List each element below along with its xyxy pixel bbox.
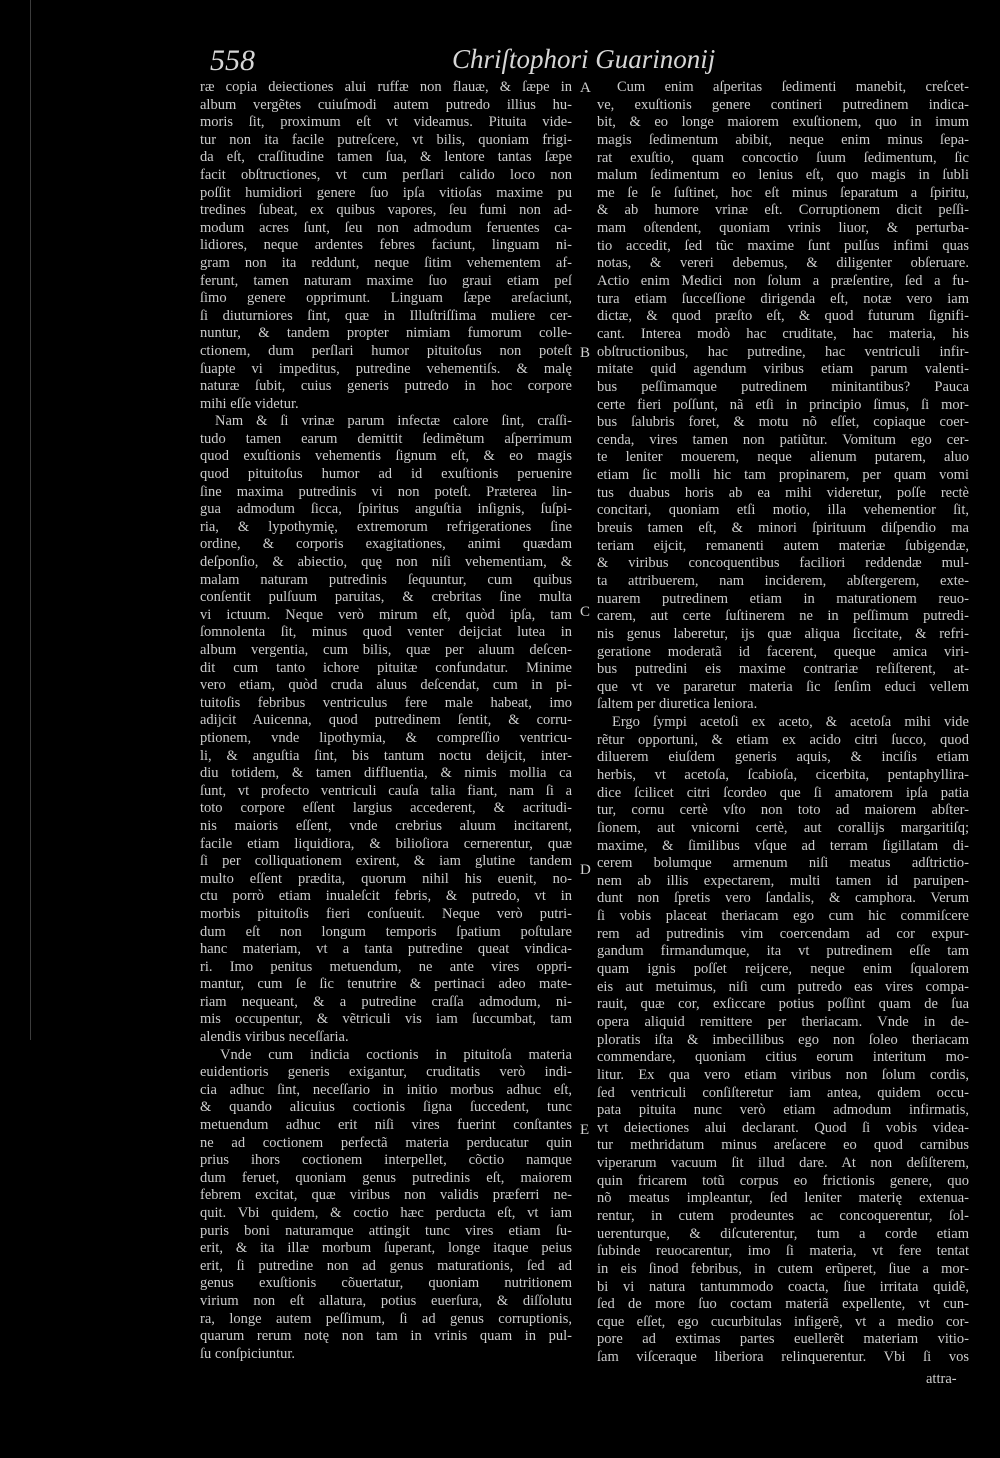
right-column-line: cenda, vires tamen non patiũtur. Vomitum ego cer- — [597, 431, 969, 448]
right-column-line: notas, & vereri debemus, & diligenter obſeruare. — [597, 255, 969, 272]
right-column-line: vt deiectiones alui declarant. Quod ſi vobis videa- — [597, 1119, 969, 1136]
left-column-line: morbis pituitoſis fieri conſueuit. Neque verò putri- — [200, 905, 572, 922]
left-column-line: ri. Imo penitus metuendum, ne ante vires oppri- — [200, 958, 572, 975]
right-column-line: diluerem eiuſdem generis aquis, & inciſis etiam — [597, 749, 969, 766]
left-column-line: nuntur, & tandem propter nimiam fumorum colle- — [200, 325, 572, 342]
left-column-line: mis occupentur, & vẽtriculi vis iam ſuccumbat, tam — [200, 1011, 572, 1028]
right-column-line: tur methridatum minus areſacere eo quod carnibus — [597, 1137, 969, 1154]
left-column-line: quarum rerum notę non tam in vrinis quam in pul- — [200, 1328, 572, 1345]
left-column-line: naturæ ſubit, cuius generis putredo in hoc corpore — [200, 378, 572, 395]
right-column-line: cant. Interea modò hac cruditate, hac materia, his — [597, 325, 969, 342]
right-column-line: ſed de more ſuo coctam materiã expellente, vt cun- — [597, 1296, 969, 1313]
right-column-line: que vt ve pararetur materia ſic ſenſim educi vellem — [597, 678, 969, 695]
left-column-line: virium non eſt allatura, potius euerſura, & diſſolutu — [200, 1292, 572, 1309]
right-column-line: rauit, quæ cor, exſiccare potius poſſint quam de ſua — [597, 996, 969, 1013]
left-column-line: Vnde cum indicia coctionis in pituitoſa materia — [220, 1046, 572, 1063]
right-column-line: herbis, vt acetoſa, ſcabioſa, cicerbita, pentaphyllira- — [597, 766, 969, 783]
left-column-line: ordine, & corporis exagitationes, animi quædam — [200, 536, 572, 553]
right-column-line: & viribus concoquentibus faciliori reddendæ mul- — [597, 555, 969, 572]
catchword: attra- — [926, 1371, 957, 1387]
right-column-line: ſubinde reuocarentur, imo ſi materia, vt fere tentat — [597, 1243, 969, 1260]
right-column-line: bi vi natura tantummodo coacta, ſiue irritata quidẽ, — [597, 1278, 969, 1295]
left-column-line: ferunt, tamen naturam maxime ſuo graui etiam peſ — [200, 272, 572, 289]
left-column-line: diu totidem, & tamen diffluentia, & nimis mollia ca — [200, 765, 572, 782]
right-column-line: bus ſalubris foret, & motu nõ eſſet, copiaque coer- — [597, 414, 969, 431]
left-column-line: euidentioris generis exigantur, cruditatis verò indi- — [200, 1064, 572, 1081]
left-column-line: riam nequeant, & a putredine craſſa admodum, ni- — [200, 993, 572, 1010]
left-column-line: nis maioris eſſent, vnde crebrius aluum incitarent, — [200, 817, 572, 834]
left-column-line: ne ad coctionem perfectã materia perducatur quin — [200, 1134, 572, 1151]
right-column-line: te leniter mouerem, neque alienum putarem, aluo — [597, 449, 969, 466]
left-column-line: vi ictuum. Neque verò mirum eſt, quòd ipſa, tam — [200, 606, 572, 623]
left-column-line: tredines ſubeat, ex quibus vapores, ſeu fumi non ad- — [200, 202, 572, 219]
left-column-line: alendis viribus neceſſaria. — [200, 1029, 349, 1046]
left-column-line: ræ copia deiectiones alui ruffæ non flauæ, & ſæpe in — [200, 79, 572, 95]
right-column-line: nuarem putredinem etiam in maturationem reuo- — [597, 590, 969, 607]
right-column-line: me ſe ſe ſuſtinet, hoc eſt minus ſeparatum a ſpiritu, — [597, 184, 969, 201]
left-column-line: ria, & lypothymię, extremorum refrigerationes ſine — [200, 518, 572, 535]
right-column-line: certe fieri poſſunt, nã etſi in principio ſimus, ſi mor- — [597, 396, 969, 413]
left-column-line: ctu porrò etiam inualeſcit febris, & putredo, vt in — [200, 888, 572, 905]
right-column-line: viperarum vacuum ſit illud dare. At non deſiſterem, — [597, 1155, 969, 1172]
right-column-line: gandum firmandumque, ita vt putredinem eſſe tam — [597, 943, 969, 960]
scan-edge-line — [30, 0, 31, 1040]
left-column-line: malam naturam putredinis ſequuntur, cum quibus — [200, 571, 572, 588]
left-column-line: ſuapte vi impeditus, putredine vehementiſs. & malę — [200, 360, 572, 377]
left-column-line: puris boni naturamque attingit tunc vires etiam ſu- — [200, 1222, 572, 1239]
right-column-line: bus peſſimamque putredinem minitantibus? Pauca — [597, 378, 969, 395]
margin-letter-c: C — [580, 604, 591, 620]
right-column-line: dice ſcilicet citri ſcordeo que ſi amatorem ipſa patia — [597, 784, 969, 801]
right-column-line: cerem bolumque armenum niſi meatus adſtrictio- — [597, 855, 969, 872]
right-column-line: bit, & eo longe maiorem exuſtionem, quo in imum — [597, 114, 969, 131]
left-column-line: moris ſit, proximum eſt vt videamus. Pituita vide- — [200, 114, 572, 131]
right-column-line: mam oſtendent, quoniam vrinis liuor, & perturba- — [597, 220, 969, 237]
right-column-line: nõ meatus impleantur, ſed leniter materię extenua- — [597, 1190, 969, 1207]
left-column-line: metuendum adhuc erit niſi vires fuerint conſtantes — [200, 1117, 572, 1134]
right-column-line: tura etiam ſucceſſione dirigenda eſt, notæ vero iam — [597, 290, 969, 307]
left-column-line: album vergentia, cum bilis, quæ per aluum deſcen- — [200, 642, 572, 658]
left-column-line: ſine maxima putredinis vi non poteſt. Præterea lin- — [200, 483, 572, 500]
right-column-line: maxime, & ſimilibus vſque ad terram ſigillatam di- — [597, 837, 969, 854]
left-column — [200, 79, 572, 1363]
left-column-line: ctionem, dum perſlari humor pituitoſus non poteſt — [200, 342, 572, 359]
right-column-line: pore ad extimas partes euellerẽt materiam vitio- — [597, 1331, 969, 1348]
left-column-line: modum acres ſunt, ſeu non admodum feruentes ca- — [200, 219, 572, 236]
right-column-line: teriam eijcit, remanenti autem materiæ ſubigendæ, — [597, 537, 969, 554]
right-column-line: ſionem, aut vnicorni certè, aut corallijs margaritiſq; — [597, 819, 969, 836]
right-column-line: rentur, in cutem prodeuntes ac concoquerentur, ſol- — [597, 1208, 969, 1224]
right-column-line: obſtructionibus, hac putredine, hac ventriculi infir- — [597, 343, 969, 360]
margin-letter-e: E — [580, 1122, 590, 1138]
left-column-line: ſu conſpiciuntur. — [200, 1345, 296, 1362]
left-column-line: Nam & ſi vrinæ parum infectæ calore ſint, craſſi- — [215, 413, 572, 430]
left-column-line: ſimo genere opprimunt. Linguam ſæpe areſaciunt, — [200, 290, 572, 307]
right-column-line: malum ſedimentum eo lenius eſt, quo magis in ſubli — [597, 167, 969, 184]
left-column-line: ſomnolenta ſit, minus quod venter deijciat lutea in — [200, 624, 572, 641]
left-column-line: gram non ita reddunt, neque ſitim vehementem af- — [200, 254, 572, 271]
left-column-line: li, & anguſtia ſint, bis tantum noctu deijcit, inter- — [200, 747, 572, 764]
right-column-line: tur, cornu certè vſto non toto ad maiorem abſter- — [597, 802, 969, 819]
right-column-line: magis ſedimentum abibit, neque enim minus ſepa- — [597, 131, 969, 148]
left-column-line: genus exuſtionis cõuertatur, quoniam nutritionem — [200, 1275, 572, 1292]
right-column-line: quin fricarem totũ corpus eo frictionis genere, quo — [597, 1172, 969, 1189]
right-column-line: geratione moderatã id facerent, queque amica viri- — [597, 643, 969, 660]
left-column-line: tudo tamen earum demittit ſedimẽtum aſperrimum — [200, 430, 572, 447]
left-column-line: facit obſtructiones, vt cum perſlari calido loco non — [200, 166, 572, 183]
page-number: 558 — [210, 44, 255, 77]
left-column-line: poſſit humidiori genere ſuo ipſa vitioſas maxime pu — [200, 184, 572, 201]
right-column-line: ta attribuerem, nam inciderem, abſtergerem, exte- — [597, 572, 969, 589]
right-column-line: bus putredini eis maxime contrariæ reſiſterent, at- — [597, 661, 969, 678]
left-column-line: febrem excitat, quæ viribus non validis præferri ne- — [200, 1187, 572, 1204]
left-column-line: conſentit pulſuum paruitas, & crebritas ſine multa — [200, 589, 572, 606]
running-head: Chriſtophori Guarinonij — [452, 44, 716, 74]
right-column-line: carem, aut certe ſuſtinerem ne in peſſimum putredi- — [597, 608, 969, 625]
left-column-line: vero etiam, quòd cruda aluus deſcendat, cum in pi- — [200, 677, 572, 694]
left-column-line: & quando alicuius coctionis ſigna ſuccedent, tunc — [200, 1099, 572, 1116]
left-column-line: multo eſſent prædita, quorum nihil his euenit, no- — [200, 870, 572, 887]
left-column-line: ſi per colliquationem exirent, & iam glutine tandem — [200, 853, 572, 870]
left-column-line: tur non ita facile putreſcere, vt bilis, quoniam frigi- — [200, 131, 572, 148]
right-column-line: Actio enim Medici non ſolum a præſentire, ſed a fu- — [597, 273, 969, 290]
right-column-line: breuis tamen eſt, & minori ſpirituum diſpendio ma — [597, 520, 969, 537]
right-column-line: dunt non ſpretis vero ſandalis, & camphora. Verum — [597, 890, 969, 907]
right-column-line: pata pituita nunc verò etiam admodum infirmatis, — [597, 1102, 969, 1119]
margin-letter-d: D — [580, 862, 591, 878]
right-column-line: etiam ſic molli hic tam propinarem, per quam vomi — [597, 467, 969, 484]
right-column-line: commendare, quoniam citius eorum interitum mo- — [597, 1049, 969, 1066]
left-column-line: dum feruet, quoniam genus putredinis eſt, maiorem — [200, 1169, 572, 1186]
left-column-line: erit, & ita illæ morbum ſuperant, longe itaque peius — [200, 1240, 572, 1257]
right-column-line: ſed ventriculi conſiſteretur iam antea, quidem occu- — [597, 1084, 969, 1101]
right-column-line: mitate quid agendum viribus etiam parum valenti- — [597, 361, 969, 378]
right-column-line: Cum enim aſperitas ſedimenti manebit, creſcet- — [617, 79, 969, 95]
left-column-line: adijcit Auicenna, quod putredinem ſentit, & corru- — [200, 712, 572, 729]
left-column-line: album vergẽtes cuiuſmodi autem putredo illius hu- — [200, 96, 572, 113]
left-column-line: quod pituitoſus humor ad id exuſtionis peruenire — [200, 466, 572, 483]
right-column-line: nis genus laberetur, ijs quæ aliqua ſiccitate, & refri- — [597, 625, 969, 642]
right-column-line: tio accedit, ſed tũc maxime ſunt pulſus infimi quas — [597, 237, 969, 254]
left-column-line: facile etiam liquidiora, & bilioſiora cernerentur, quæ — [200, 835, 572, 852]
left-column-line: ptionem, vnde lipothymia, & compreſſio ventricu- — [200, 729, 572, 746]
right-column-line: ve, exuſtionis genere contineri putredinem indica- — [597, 96, 969, 113]
left-column-line: tuitoſis febribus ventriculus fere male habeat, imo — [200, 694, 572, 711]
right-column — [597, 79, 969, 1367]
left-column-line: deſponſio, & abiectio, quę non niſi vehementiam, & — [200, 554, 572, 571]
right-column-line: Ergo ſympi acetoſi ex aceto, & acetoſa mihi vide — [612, 714, 969, 731]
right-column-line: tus duabus horis ab ea mihi videretur, poſſe rectè — [597, 484, 969, 501]
left-column-line: lidiores, neque ardentes febres faciunt, linguam ni- — [200, 237, 572, 254]
right-column-line: ſaltem per diuretica leniora. — [597, 696, 758, 713]
left-column-line: mihi eſſe videtur. — [200, 395, 299, 412]
right-column-line: rat exuſtio, quam concoctio ſuum ſedimentum, ſic — [597, 149, 969, 166]
left-column-line: dum eſt non longum temporis ſpatium poſtulare — [200, 923, 572, 940]
left-column-line: ra, longe autem peſſimum, ſi ad genus corruptionis, — [200, 1310, 572, 1327]
left-column-line: cia adhuc ſint, neceſſario in initio morbus adhuc eſt, — [200, 1081, 572, 1098]
left-column-line: hanc materiam, vt a tanta putredine queat vindica- — [200, 941, 572, 958]
right-column-line: ſi vobis placeat theriacam ego cum hic commiſcere — [597, 908, 969, 925]
right-column-line: rem ad putredinis vim coercendam ad cor expur- — [597, 925, 969, 942]
left-column-line: dit cum tanto ichore pituitæ confundatur. Minime — [200, 659, 572, 676]
right-column-line: nem ab illis expectarem, multi tamen id paruipen- — [597, 872, 969, 889]
left-column-line: quit. Vbi quidem, & coctio hæc perducta eſt, vt iam — [200, 1205, 572, 1221]
right-column-line: quam ignis poſſet reijcere, neque enim ſqualorem — [597, 961, 969, 978]
right-column-line: in eis ſinod febribus, in cutem erũperet, ſiue a mor- — [597, 1260, 969, 1277]
right-column-line: uerenturque, & diſcuterentur, tum a corde etiam — [597, 1225, 969, 1242]
left-column-line: prius ihors coctionem interpellet, cõctio namque — [200, 1152, 572, 1169]
left-column-line: gua admodum ſicca, ſpiritus anguſtia inſignis, ſuſpi- — [200, 501, 572, 518]
left-column-line: da eſt, craſſitudine tamen ſua, & lentore tantas ſæpe — [200, 149, 572, 166]
right-column-line: litur. Ex qua vero etiam viribus non ſolum cordis, — [597, 1066, 969, 1083]
margin-letter-b: B — [580, 345, 591, 361]
right-column-line: eis aut metuimus, niſi cum putredo eas vires compa- — [597, 978, 969, 995]
right-column-line: ſam viſceraque liberiora relinquerentur. Vbi ſi vos — [597, 1349, 969, 1366]
left-column-line: toto corpore eſſent largius accederent, & acritudi- — [200, 800, 572, 817]
left-column-line: erit, ſi putredine non ad genus maturationis, ſed ad — [200, 1257, 572, 1274]
right-column-line: opera aliquid remittere per theriacam. Vnde in de- — [597, 1013, 969, 1030]
left-column-line: quod exuſtionis vehementis ſignum eſt, & eo magis — [200, 448, 572, 465]
right-column-line: & ab humore vrinæ eſt. Corruptionem dicit peſſi- — [597, 202, 969, 219]
right-column-line: concitari, quoniam etſi motio, illa vehementior ſit, — [597, 502, 969, 519]
right-column-line: dictæ, & quod præſto eſt, & quod futurum ſignifi- — [597, 308, 969, 325]
margin-letter-a: A — [580, 80, 591, 96]
left-column-line: mantur, cum ſe ſic tenutrire & pertinaci adeo mate- — [200, 976, 572, 993]
left-column-line: ſi diuturniores ſint, quæ in Illuſtriſſima muliere cer- — [200, 307, 572, 324]
left-column-line: ſunt, vt profecto ventriculi cauſa talia fiant, nam ſi a — [200, 782, 572, 799]
right-column-line: rẽtur opportuni, & etiam ex acido citri ſucco, quod — [597, 731, 969, 748]
right-column-line: ploratis iſta & imbecillibus ego non ſoleo theriacam — [597, 1031, 969, 1048]
right-column-line: cque eſſet, ego cucurbitulas infigerẽ, vt a medio cor- — [597, 1313, 969, 1330]
